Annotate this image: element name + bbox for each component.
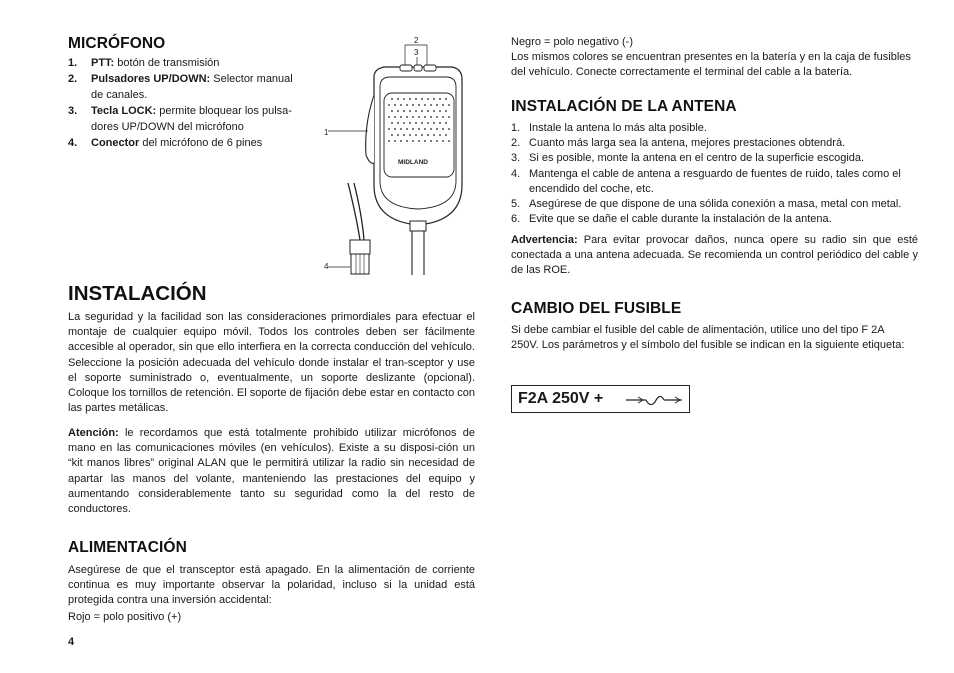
atencion-label: Atención:: [68, 427, 119, 439]
list-item: 1. PTT: botón de transmisión: [68, 57, 220, 69]
list-item: 2. Cuanto más larga sea la antena, mejores prestaciones obtendrá.: [511, 137, 846, 150]
advertencia-label: Advertencia:: [511, 234, 578, 246]
list-item: 1. Instale la antena lo más alta posible.: [511, 122, 707, 134]
fuse-rating: F2A 250V +: [518, 390, 604, 407]
instalacion-heading: INSTALACIÓN: [68, 282, 207, 305]
instalacion-paragraph: La seguridad y la facilidad son las consideraciones primordiales para efectuar el montaje de cualquier equipo móvil. Todos los controles deben ser fácilmente accesible al operador, sin que ello interfiera en la correcta conducción del vehículo. Seleccione la posición adecuada del vehículo donde instalar el tran-sceptor y use el soporte suministrado o, eventualmente, un soporte deslizante (opcional). Coloque los tornillos de retención. El soporte de fijación debe estar en contacto con las partes metálicas.: [68, 311, 475, 415]
antena-heading: INSTALACIÓN DE LA ANTENA: [511, 98, 737, 115]
callout-1: 1: [324, 128, 329, 137]
fusible-heading: CAMBIO DEL FUSIBLE: [511, 300, 682, 317]
mic-parts-list: [68, 56, 300, 151]
antena-list: [511, 121, 918, 227]
fuse-symbol-icon: [624, 390, 686, 410]
page-number: 4: [68, 636, 75, 648]
colores-paragraph: Los mismos colores se encuentran presentes en la batería y en la caja de fusibles del vehículo. Conecte correctamente el terminal del cable a la batería.: [511, 51, 911, 79]
list-item: 3. Tecla LOCK: permite bloquear los pulsa-dores UP/DOWN del micrófono: [68, 104, 292, 133]
negro-polarity: Negro = polo negativo (-): [511, 36, 633, 48]
list-item: 2. Pulsadores UP/DOWN: Selector manual de canales.: [68, 72, 293, 101]
microphone-illustration: [320, 35, 480, 275]
alimentacion-paragraph: Asegúrese de que el transceptor está apagado. En la alimentación de corriente continua es muy importante observar la polaridad, incluso si la unidad está protegida contra una inversión accidental:: [68, 564, 475, 607]
callout-2: 2: [414, 36, 419, 45]
callout-4: 4: [324, 262, 329, 271]
list-item: 3. Si es posible, monte la antena en el centro de la superficie escogida.: [511, 152, 865, 165]
microfono-heading: MICRÓFONO: [68, 35, 166, 52]
alimentacion-heading: ALIMENTACIÓN: [68, 539, 187, 556]
advertencia-paragraph: Advertencia: Para evitar provocar daños, nunca opere su radio sin que esté conectada a una antena adecuada. Se recomienda un control periódico del cable y de las ROE.: [511, 234, 918, 277]
list-item: 5. Asegúrese de que dispone de una sólida conexión a masa, metal con metal.: [511, 198, 902, 211]
list-item: 4. Mantenga el cable de antena a resguardo de fuentes de ruido, tales como el encendido del coche, etc.: [511, 167, 901, 195]
fusible-paragraph: Si debe cambiar el fusible del cable de alimentación, utilice uno del tipo F 2A 250V. Los parámetros y el símbolo del fusible se indican en la siguiente etiqueta:: [511, 324, 905, 352]
callout-3: 3: [414, 48, 419, 57]
rojo-polarity: Rojo = polo positivo (+): [68, 611, 182, 623]
midland-logo: MIDLAND: [398, 159, 428, 166]
atencion-paragraph: Atención: le recordamos que está totalmente prohibido utilizar micrófonos de mano en las comunicaciones móviles (en vehículos). Existe a su disposi-ción un “kit manos libres” original ALAN que le permitirá utilizar la radio sin necesidad de apartar las manos del volante, manteniendo las prestaciones del equipo y aumentando considerablemente tanto su seguridad como la del resto de conductores.: [68, 427, 475, 516]
fuse-label: [511, 385, 690, 413]
list-item: 6. Evite que se dañe el cable durante la instalación de la antena.: [511, 213, 832, 226]
list-item: 4. Conector del micrófono de 6 pines: [68, 136, 263, 149]
